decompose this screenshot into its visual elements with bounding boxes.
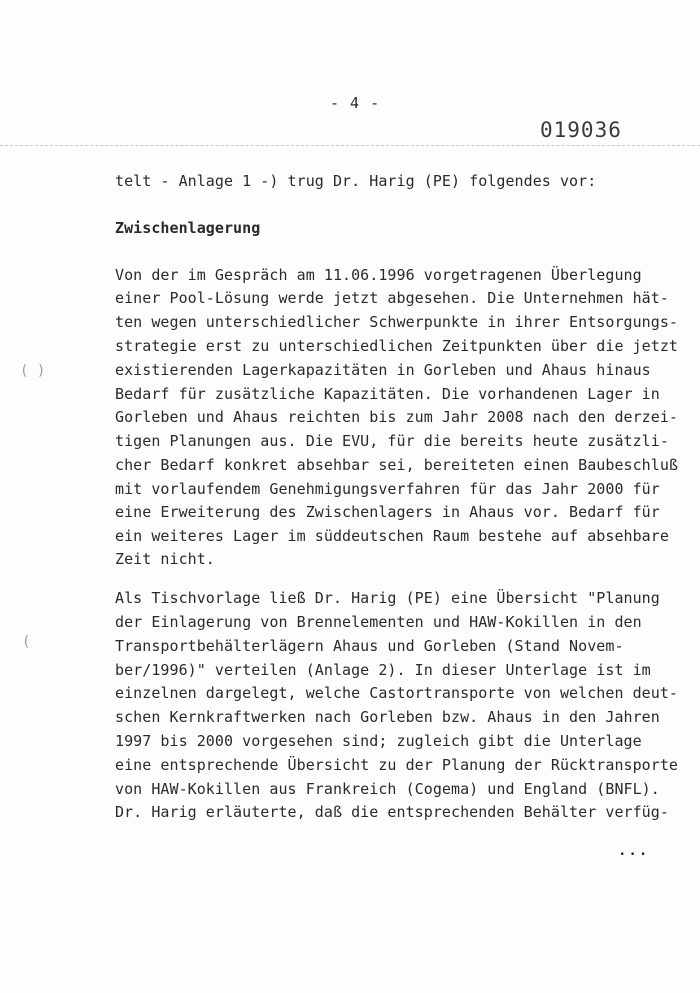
section-heading: Zwischenlagerung [115, 219, 261, 237]
header-divider [0, 145, 700, 146]
paragraph1-line: Bedarf für zusätzliche Kapazitäten. Die vorhandenen Lager in [115, 385, 660, 403]
paragraph1-line: cher Bedarf konkret absehbar sei, bereiteten einen Baubeschluß [115, 456, 679, 474]
margin-punch-mark: ( ) [20, 363, 46, 379]
paragraph1-line: ten wegen unterschiedlicher Schwerpunkte in ihrer Entsorgungs- [115, 313, 679, 331]
paragraph2-line: schen Kernkraftwerken nach Gorleben bzw. Ahaus in den Jahren [115, 708, 660, 726]
paragraph1-line: Gorleben und Ahaus reichten bis zum Jahr 2008 nach den derzei- [115, 408, 679, 426]
paragraph2-line: eine entsprechende Übersicht zu der Planung der Rücktransporte [115, 756, 679, 774]
paragraph2-line: 1997 bis 2000 vorgesehen sind; zugleich gibt die Unterlage [115, 732, 642, 750]
paragraph2-line: Transportbehälterlägern Ahaus und Gorleben (Stand Novem- [115, 637, 624, 655]
paragraph1-line: strategie erst zu unterschiedlichen Zeitpunkten über die jetzt [115, 337, 679, 355]
paragraph1-line: ein weiteres Lager im süddeutschen Raum bestehe auf absehbare [115, 527, 669, 545]
document-id: 019036 [540, 118, 622, 142]
paragraph1-line: existierenden Lagerkapazitäten in Gorleben und Ahaus hinaus [115, 361, 651, 379]
paragraph2-line: Als Tischvorlage ließ Dr. Harig (PE) eine Übersicht "Planung [115, 589, 660, 607]
paragraph1-line: mit vorlaufendem Genehmigungsverfahren für das Jahr 2000 für [115, 480, 660, 498]
paragraph2-line: von HAW-Kokillen aus Frankreich (Cogema) und England (BNFL). [115, 780, 660, 798]
paragraph2-line: ber/1996)" verteilen (Anlage 2). In dieser Unterlage ist im [115, 661, 651, 679]
page-number: - 4 - [330, 94, 381, 112]
paragraph2-line: der Einlagerung von Brennelementen und HAW-Kokillen in den [115, 613, 642, 631]
continuation-mark: ... [618, 843, 650, 859]
paragraph2-line: Dr. Harig erläuterte, daß die entsprechenden Behälter verfüg- [115, 803, 669, 821]
paragraph1-line: tigen Planungen aus. Die EVU, für die bereits heute zusätzli- [115, 432, 669, 450]
margin-punch-mark: ( [22, 634, 31, 650]
intro-line: telt - Anlage 1 -) trug Dr. Harig (PE) folgendes vor: [115, 172, 597, 190]
paragraph1-line: Von der im Gespräch am 11.06.1996 vorgetragenen Überlegung [115, 266, 642, 284]
paragraph2-line: einzelnen dargelegt, welche Castortransporte von welchen deut- [115, 684, 679, 702]
paragraph1-line: einer Pool-Lösung werde jetzt abgesehen. Die Unternehmen hät- [115, 289, 669, 307]
paragraph1-line: eine Erweiterung des Zwischenlagers in Ahaus vor. Bedarf für [115, 503, 660, 521]
paragraph1-line: Zeit nicht. [115, 550, 215, 568]
